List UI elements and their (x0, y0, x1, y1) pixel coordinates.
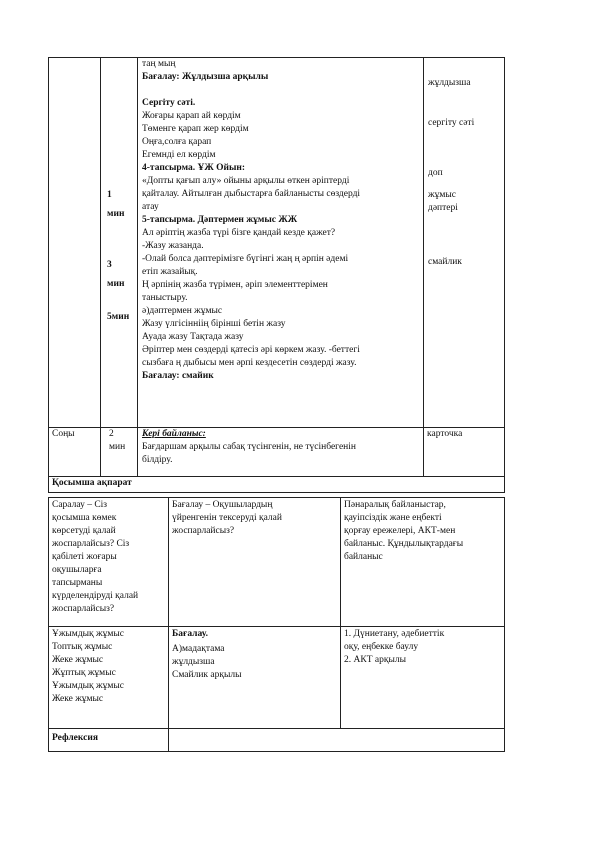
links-question-line: Пәнаралық байланыстар, (344, 500, 446, 510)
end-content-cell (138, 428, 424, 477)
assess-question-line: үйренгенін тексеруді қалай (172, 513, 282, 523)
links-question-line: қауіпсіздік және еңбекті (344, 513, 442, 523)
resource-workbook-1: жұмыс (428, 190, 456, 200)
diff-question-line: қосымша көмек (52, 513, 117, 523)
resources-cell (424, 58, 505, 428)
work-form-line: Жұптық жұмыс (52, 668, 116, 678)
assess-items (172, 643, 337, 682)
content-line: Бағалау: смайик (142, 371, 214, 381)
assess-item-line: жұлдызша (172, 657, 215, 667)
end-time-cell (101, 428, 138, 477)
diff-question-line: жоспарлайсыз? (52, 604, 115, 614)
content-line: Сергіту сәті. (142, 98, 196, 108)
time-3-unit: мин (107, 279, 125, 289)
reflection-label: Рефлексия (49, 729, 169, 752)
resource-smiley: смайлик (428, 257, 462, 267)
diff-question-line: оқушыларға (52, 565, 102, 575)
extra-info-header: Қосымша ақпарат (49, 477, 505, 493)
content-line: Бағалау: Жұлдызша арқылы (142, 72, 269, 82)
time-cell (101, 58, 138, 428)
work-forms-cell (49, 627, 169, 729)
assess-question-line: Бағалау – Оқушылардың (172, 500, 273, 510)
extra-questions-row (49, 498, 505, 627)
diff-question-line: Саралау – Сіз (52, 500, 108, 510)
reflection-empty-cell (169, 729, 505, 752)
content-line: сызбаға ң дыбысы мен әрпі кездесетін сөздерді жазу. (142, 358, 357, 368)
links-question-line: қорғау ережелері, АКТ-мен (344, 526, 456, 536)
content-line: қайталау. Айтылған дыбыстарға байланысты сөздерді (142, 189, 361, 199)
content-spacer (142, 84, 420, 97)
end-time-number: 2 (109, 429, 114, 439)
resource-warmup: сергіту сәті (428, 118, 475, 128)
content-line: таң мың (142, 59, 176, 69)
resource-ball: доп (428, 168, 443, 178)
content-cell (138, 58, 424, 428)
content-line: Жазу үлгісінніің бірінші бетін жазу (142, 319, 286, 329)
work-form-line: Жеке жұмыс (52, 694, 104, 704)
links-item-line: 2. АКТ арқылы (344, 655, 406, 665)
content-line: Әріптер мен сөздерді қатесіз әрі көркем жазу. -беттегі (142, 345, 360, 355)
resource-star: жұлдызша (428, 78, 471, 88)
content-line: таныстыру. (142, 293, 188, 303)
links-answer-cell (341, 627, 505, 729)
links-item-line: 1. Дүниетану, әдебиеттік (344, 629, 445, 639)
extra-header-row (49, 477, 505, 493)
time-1-unit: мин (107, 209, 125, 219)
content-line: Егемнді ел көрдім (142, 150, 216, 160)
links-items (344, 628, 501, 667)
content-line: Ң әрпінің жазба түрімен, әріп элементтерімен (142, 280, 328, 290)
diff-lines (52, 499, 165, 616)
content-line: 4-тапсырма. ҰЖ Ойын: (142, 163, 246, 173)
time-1-number: 1 (107, 190, 112, 200)
work-form-line: Топтық жұмыс (52, 642, 113, 652)
content-line: Жоғары қарап ай көрдім (142, 111, 241, 121)
content-line: Ауада жазу Тақтада жазу (142, 332, 244, 342)
end-stage-cell: Соңы (49, 428, 101, 477)
extra-table (48, 497, 505, 752)
assess-lines (172, 499, 337, 538)
links-question-line: байланыс. Құндылықтардағы (344, 539, 464, 549)
time-3-number: 3 (107, 260, 112, 270)
end-resource-cell: карточка (424, 428, 505, 477)
links-question-cell (341, 498, 505, 627)
content-line: ә)дәптермен жұмыс (142, 306, 223, 316)
end-time-unit: мин (109, 442, 126, 452)
content-line: атау (142, 202, 159, 212)
feedback-line-2: білдіру. (142, 455, 173, 465)
assess-answer-cell (169, 627, 341, 729)
content-line: Оңға,солға қарап (142, 137, 212, 147)
content-line: Төменге қарап жер көрдім (142, 124, 249, 134)
feedback-title: Кері байланыс: (142, 429, 206, 439)
diff-question-line: қабілеті жоғары (52, 552, 117, 562)
links-question-line: байланыс (344, 552, 383, 562)
links-item-line: оқу, еңбекке баулу (344, 642, 419, 652)
lesson-row-end (49, 428, 505, 477)
diff-question-cell (49, 498, 169, 627)
work-form-line: Жеке жұмыс (52, 655, 104, 665)
content-lines (142, 58, 420, 383)
work-form-line: Ұжымдық жұмыс (52, 681, 124, 691)
lesson-table (48, 57, 505, 493)
diff-question-line: көрсетуді қалай (52, 526, 116, 536)
work-form-line: Ұжымдық жұмыс (52, 629, 124, 639)
content-line: 5-тапсырма. Дәптермен жұмыс ЖЖ (142, 215, 298, 225)
content-line: етіп жазайық. (142, 267, 198, 277)
reflection-row (49, 729, 505, 752)
content-line: -Олай болса дәптерімізге бүгінгі жаң ң әрпін әдемі (142, 254, 349, 264)
assess-answer-title: Бағалау. (172, 629, 208, 639)
diff-question-line: тапсырманы (52, 578, 103, 588)
extra-answers-row (49, 627, 505, 729)
work-lines (52, 628, 165, 706)
assess-question-cell (169, 498, 341, 627)
assess-item-line: А)мадақтама (172, 644, 225, 654)
assess-item-line: Смайлик арқылы (172, 670, 242, 680)
diff-question-line: күрделендіруді қалай (52, 591, 139, 601)
stage-cell (49, 58, 101, 428)
content-line: -Жазу жазанда. (142, 241, 204, 251)
content-line: Ал әріптің жазба түрі бізге қандай кезде қажет? (142, 228, 336, 238)
assess-question-line: жоспарлайсыз? (172, 526, 235, 536)
feedback-line-1: Бағдаршам арқылы сабақ түсінгенін, не түсінбегенін (142, 442, 356, 452)
lesson-row-main (49, 58, 505, 428)
links-lines (344, 499, 501, 564)
diff-question-line: жоспарлайсыз? Сіз (52, 539, 130, 549)
content-line: «Допты қағып алу» ойыны арқылы өткен әріптерді (142, 176, 350, 186)
resource-workbook-2: дәптері (428, 203, 458, 213)
time-5-label: 5мин (107, 312, 130, 322)
